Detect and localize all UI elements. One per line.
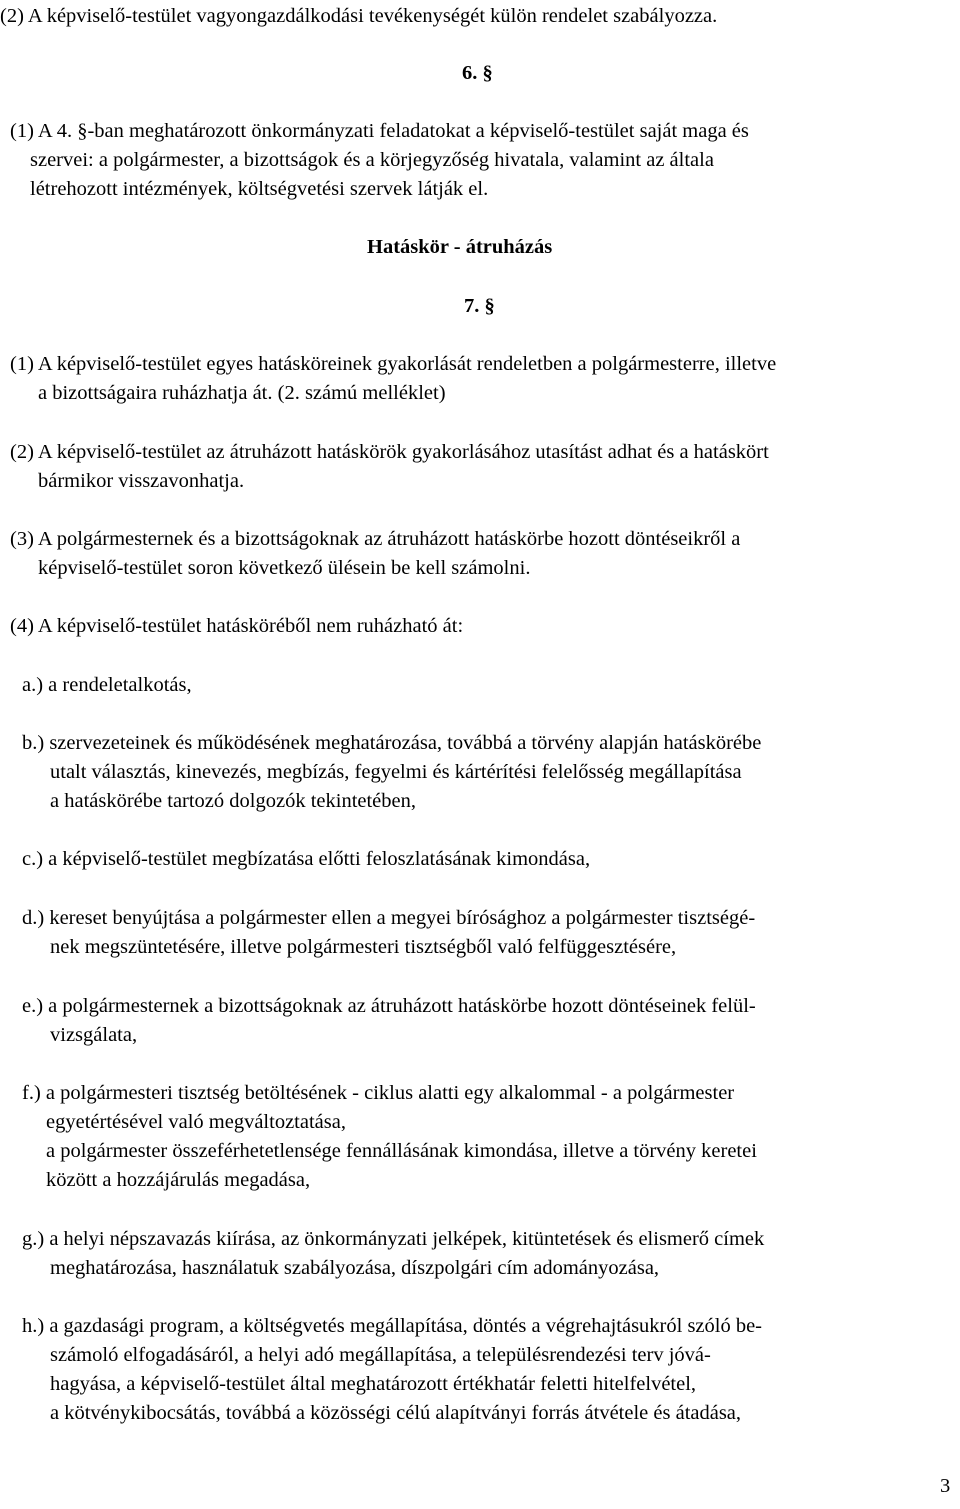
section-6-para-1-line-1: (1) A 4. §-ban meghatározott önkormányzati feladatokat a képviselő-testület saját maga és [10, 120, 749, 142]
list-item-e-line-2: vizsgálata, [50, 1024, 138, 1046]
list-item-h-line-1: h.) a gazdasági program, a költségvetés megállapítása, döntés a végrehajtásukról szóló be- [22, 1315, 763, 1337]
list-item-f-line-4: között a hozzájárulás megadása, [46, 1169, 311, 1191]
page-number: 3 [940, 1475, 951, 1497]
section-6-marker: 6. § [462, 62, 493, 84]
section-7-para-3-line-2: képviselő-testület soron következő ülésein be kell számolni. [38, 557, 531, 579]
section-7-para-1-line-2: a bizottságaira ruházhatja át. (2. számú melléklet) [38, 382, 446, 404]
list-item-a: a.) a rendeletalkotás, [22, 674, 192, 696]
list-item-f-line-3: a polgármester összeférhetetlensége fennállásának kimondása, illetve a törvény keretei [46, 1140, 757, 1162]
list-item-b-line-1: b.) szervezeteinek és működésének meghatározása, továbbá a törvény alapján hatáskörébe [22, 732, 762, 754]
section-7-marker: 7. § [464, 295, 495, 317]
section-7-para-1-line-1: (1) A képviselő-testület egyes hatásköreinek gyakorlását rendeletben a polgármesterre, illetve [10, 353, 777, 375]
list-item-h-line-3: hagyása, a képviselő-testület által meghatározott értékhatár feletti hitelfelvétel, [50, 1373, 697, 1395]
list-item-c: c.) a képviselő-testület megbízatása előtti feloszlatásának kimondása, [22, 848, 591, 870]
list-item-d-line-1: d.) kereset benyújtása a polgármester ellen a megyei bírósághoz a polgármester tisztségé- [22, 907, 756, 929]
list-item-h-line-2: számoló elfogadásáról, a helyi adó megállapítása, a településrendezési terv jóvá- [50, 1344, 711, 1366]
list-item-e-line-1: e.) a polgármesternek a bizottságoknak az átruházott hatáskörbe hozott döntéseinek felül- [22, 995, 756, 1017]
section-6-para-1-line-2: szervei: a polgármester, a bizottságok és a körjegyzőség hivatala, valamint az általa [30, 149, 714, 171]
list-item-f-line-1: f.) a polgármesteri tisztség betöltésének - ciklus alatti egy alkalommal - a polgármester [22, 1082, 735, 1104]
list-item-b-line-3: a hatáskörébe tartozó dolgozók tekintetében, [50, 790, 417, 812]
list-item-g-line-1: g.) a helyi népszavazás kiírása, az önkormányzati jelképek, kitüntetések és elismerő címek [22, 1228, 765, 1250]
list-item-b-line-2: utalt választás, kinevezés, megbízás, fegyelmi és kártérítési felelősség megállapítása [50, 761, 742, 783]
list-item-g-line-2: meghatározása, használatuk szabályozása, díszpolgári cím adományozása, [50, 1257, 660, 1279]
list-item-f-line-2: egyetértésével való megváltoztatása, [46, 1111, 346, 1133]
section-heading: Hatáskör - átruházás [367, 236, 553, 258]
section-7-para-2-line-1: (2) A képviselő-testület az átruházott hatáskörök gyakorlásához utasítást adhat és a hatáskört [10, 441, 769, 463]
list-item-h-line-4: a kötvénykibocsátás, továbbá a közösségi célú alapítványi forrás átvétele és átadása, [50, 1402, 742, 1424]
list-item-d-line-2: nek megszüntetésére, illetve polgármesteri tisztségből való felfüggesztésére, [50, 936, 677, 958]
section-7-para-3-line-1: (3) A polgármesternek és a bizottságoknak az átruházott hatáskörbe hozott döntéseikről a [10, 528, 741, 550]
section-7-para-4: (4) A képviselő-testület hatásköréből nem ruházható át: [10, 615, 464, 637]
section-6-para-1-line-3: létrehozott intézmények, költségvetési szervek látják el. [30, 178, 489, 200]
section-7-para-2-line-2: bármikor visszavonhatja. [38, 470, 245, 492]
intro-paragraph: (2) A képviselő-testület vagyongazdálkodási tevékenységét külön rendelet szabályozza. [0, 5, 718, 27]
